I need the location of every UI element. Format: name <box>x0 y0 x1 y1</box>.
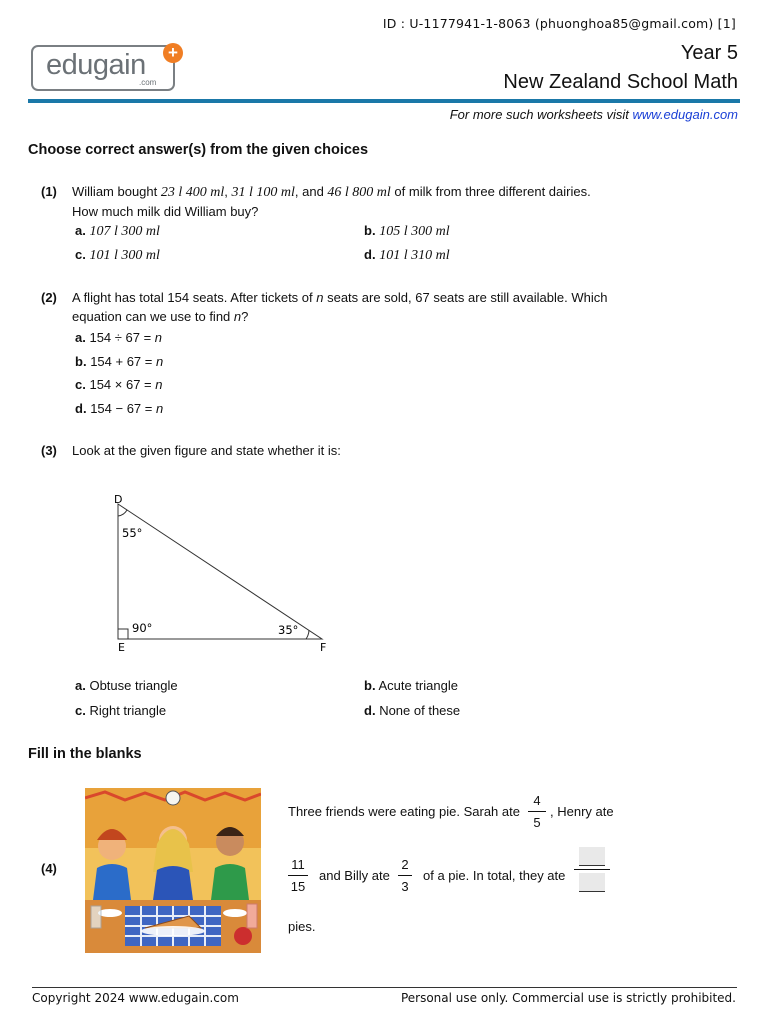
option-label: b. <box>75 354 87 369</box>
option-b[interactable] <box>364 223 450 240</box>
question-text-part: and Billy ate <box>319 868 390 883</box>
pie-party-illustration <box>85 788 261 953</box>
triangle-figure <box>100 488 340 658</box>
option-label: c. <box>75 377 86 392</box>
option-label: b. <box>364 678 376 693</box>
option-a[interactable] <box>75 223 160 240</box>
fraction-bar <box>398 875 412 876</box>
copyright-text: Copyright 2024 www.edugain.com <box>32 991 239 1005</box>
fraction-bar <box>574 869 610 870</box>
vertex-label-d: D <box>114 493 123 506</box>
question-text <box>72 288 607 326</box>
angle-label-f: 35° <box>278 623 299 637</box>
option-label: c. <box>75 703 86 718</box>
fraction-sarah <box>528 793 546 830</box>
option-d[interactable] <box>364 703 460 718</box>
question-number: (3) <box>41 443 57 458</box>
logo-domain: .com <box>139 78 157 87</box>
question-text <box>72 182 591 221</box>
fraction-bar <box>528 811 546 812</box>
vertex-label-f: F <box>320 641 327 654</box>
option-text: Right triangle <box>89 703 167 718</box>
quantity-value: 46 l 800 ml <box>327 185 391 200</box>
question-text-part: William bought <box>72 184 161 199</box>
option-c[interactable] <box>75 247 160 264</box>
option-label: c. <box>75 247 86 262</box>
variable: n <box>155 354 164 369</box>
question-text-part: equation can we use to find <box>72 309 234 324</box>
header-divider <box>28 99 740 103</box>
usage-notice: Personal use only. Commercial use is strictly prohibited. <box>400 991 736 1005</box>
document-id: ID : U-1177941-1-8063 (phuonghoa85@gmail.com) [1] <box>382 16 736 31</box>
footer-divider <box>32 987 737 988</box>
logo-wordmark: edugain <box>46 49 146 81</box>
question-text-part: of milk from three different dairies. <box>390 184 591 199</box>
question-text: Look at the given figure and state whether it is: <box>72 443 341 458</box>
option-text: 107 l 300 ml <box>89 224 160 239</box>
section-title-choices: Choose correct answer(s) from the given choices <box>28 142 369 158</box>
question-text-part: of a pie. In total, they ate <box>423 868 566 883</box>
question-text-part: Three friends were eating pie. Sarah ate <box>288 804 520 819</box>
question-text-part: ? <box>241 309 249 324</box>
promo-text: For more such worksheets visit <box>449 107 633 122</box>
quantity-value: 23 l 400 ml <box>160 185 225 200</box>
variable: n <box>155 401 164 416</box>
variable: n <box>233 309 242 324</box>
answer-numerator-input[interactable] <box>579 847 605 866</box>
option-label: a. <box>75 330 86 345</box>
quantity-value: 31 l 100 ml <box>231 185 295 200</box>
fraction-numerator: 11 <box>291 857 305 872</box>
question-text-part: pies. <box>288 919 316 934</box>
question-number: (1) <box>41 184 57 199</box>
option-text: 101 l 300 ml <box>89 248 160 263</box>
option-text: 101 l 310 ml <box>379 248 450 263</box>
question-text-part: seats are sold, 67 seats are still available. Which <box>323 290 608 305</box>
option-text: 154 × 67 = <box>89 377 156 392</box>
fraction-numerator: 2 <box>401 857 409 872</box>
promo-line <box>450 107 738 122</box>
option-label: d. <box>364 247 376 262</box>
option-label: b. <box>364 223 376 238</box>
fraction-numerator: 4 <box>533 793 541 808</box>
option-text: 154 − 67 = <box>90 401 156 416</box>
fraction-henry <box>288 857 308 894</box>
question-text-part: , Henry ate <box>550 804 614 819</box>
separator: , <box>224 184 232 199</box>
variable: n <box>316 290 324 305</box>
curriculum-title: New Zealand School Math <box>503 71 738 93</box>
option-label: a. <box>75 678 86 693</box>
option-text: None of these <box>379 703 461 718</box>
right-angle-mark <box>118 629 128 639</box>
option-text: Obtuse triangle <box>89 678 178 693</box>
promo-link[interactable]: www.edugain.com <box>632 107 738 122</box>
option-c[interactable] <box>75 703 166 718</box>
answer-fraction-blank <box>574 847 610 892</box>
triangle-def <box>118 504 322 639</box>
angle-label-e: 90° <box>132 621 153 635</box>
logo-plus-icon: + <box>163 43 183 63</box>
fraction-denominator: 15 <box>290 879 306 894</box>
angle-label-d: 55° <box>122 526 143 540</box>
option-c[interactable] <box>75 377 162 392</box>
fraction-bar <box>288 875 308 876</box>
question-text-part: A flight has total 154 seats. After tickets of <box>72 290 317 305</box>
option-text: 154 ÷ 67 = <box>89 330 155 345</box>
option-label: a. <box>75 223 86 238</box>
option-d[interactable] <box>364 247 450 264</box>
separator: , and <box>294 184 328 199</box>
question-text-part: How much milk did William buy? <box>72 204 259 219</box>
option-a[interactable] <box>75 330 162 345</box>
question-number: (4) <box>41 861 57 876</box>
grade-level: Year 5 <box>680 42 738 64</box>
option-label: d. <box>364 703 376 718</box>
option-text: 105 l 300 ml <box>379 224 450 239</box>
question-number: (2) <box>41 290 57 305</box>
option-label: d. <box>75 401 87 416</box>
variable: n <box>155 377 163 392</box>
angle-arc-f <box>306 630 309 639</box>
option-b[interactable] <box>75 354 163 369</box>
fraction-denominator: 3 <box>401 879 409 894</box>
section-title-fill-blanks: Fill in the blanks <box>28 746 142 762</box>
option-d[interactable] <box>75 401 163 416</box>
vertex-label-e: E <box>118 641 125 654</box>
option-b[interactable] <box>364 678 458 693</box>
fraction-denominator: 5 <box>533 815 541 830</box>
variable: n <box>154 330 163 345</box>
option-text: 154 + 67 = <box>90 354 156 369</box>
fraction-billy <box>398 857 412 894</box>
answer-denominator-input[interactable] <box>579 873 605 892</box>
option-a[interactable] <box>75 678 178 693</box>
option-text: Acute triangle <box>378 678 458 693</box>
angle-arc-d <box>118 510 127 516</box>
